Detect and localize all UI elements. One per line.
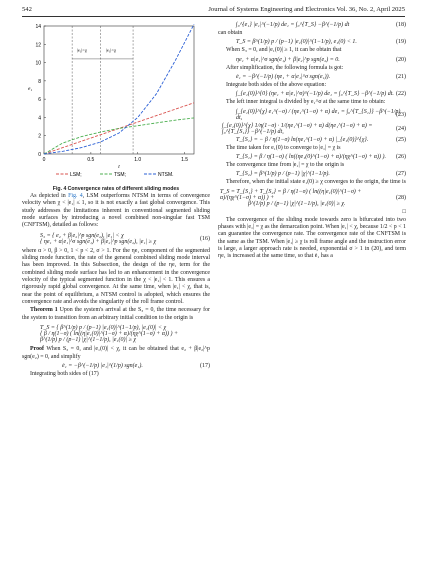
text-therefore: Therefore, when the initial state e₁(0) ≥ χ converges to the origin, the time is <box>226 179 406 186</box>
equation-25 <box>218 137 406 143</box>
eq25-number: (25) <box>396 136 406 143</box>
eq18-number: (18) <box>396 22 406 28</box>
series-ntsm <box>44 24 194 154</box>
y-tick-label: 10 <box>35 60 41 67</box>
paragraph-1 <box>22 193 210 230</box>
qed-row <box>218 209 406 217</box>
eq16-number: (16) <box>200 235 210 242</box>
convergence-chart <box>22 20 210 180</box>
eq26-body: T_{S₁} = β / η(1−σ) ( ln((ηe₁(0)^(1−σ) + α)/(ηχ^(1−σ) + α)) ). <box>236 154 387 161</box>
ts-line1: T_S = { β^(1/p) p / (p−1) |e₁(0)|^(1−1/p), |e₁(0)| < χ <box>40 325 167 332</box>
eq24-number: (24) <box>396 125 406 132</box>
page-number: 542 <box>22 6 32 13</box>
equation-16 <box>22 233 210 245</box>
y-axis-label: e₁ <box>28 86 33 92</box>
eq18-body: ∫₀^{e₁} |e₁|^(−1/p) de₁ = ∫₀^{T_S} −β^(−1/p) dt <box>236 22 350 28</box>
eq16-line2: { ηe₁ + α|e₁|^σ sgn(e₁) + β|e₂|^p sgn(e₂), |e₁| ≥ χ <box>40 238 157 245</box>
y-tick-label: 4 <box>38 115 41 122</box>
y-tick-label: 0 <box>38 152 41 158</box>
theorem-label: Theorem 1 <box>30 307 58 314</box>
y-tick-label: 14 <box>35 24 41 30</box>
y-tick-label: 6 <box>38 97 41 104</box>
equation-24 <box>218 123 406 135</box>
text-left-inner: The left inner integral is divided by e₁^σ at the same time to obtain: <box>226 99 386 106</box>
theorem-text: Upon the system's arrival at the S₃ = 0, the time necessary for the system to transition from an arbitrary initial condition to the origin is <box>22 307 210 321</box>
right-column <box>218 20 406 261</box>
eq20-body: ηe₁ + α|e₁|^σ sgn(e₁) + β|e₂|^p sgn(e₂) = 0. <box>236 56 340 63</box>
equation-22 <box>218 91 406 97</box>
eq28-number: (28) <box>396 194 406 201</box>
text-integrate: Integrate both sides of the above equation: <box>226 82 327 89</box>
caption-label: Fig. 4 <box>52 186 67 192</box>
legend-label-1: TSM; <box>114 172 126 178</box>
left-column <box>22 20 210 378</box>
equation-ts <box>22 325 210 343</box>
x-tick-label: 1.0 <box>134 157 142 163</box>
annotation-left: |e₁|>χ <box>76 47 87 53</box>
eq27-number: (27) <box>396 171 406 178</box>
text-can-obtain: can obtain <box>218 30 243 36</box>
eq27-body: T_{S₂} = β^(1/p) p / (p−1) |χ|^(1−1/p). <box>236 171 330 178</box>
equation-18 <box>218 22 406 28</box>
eq28-line1: T_S = T_{S₁} + T_{S₂} = β / η(1−σ) ( ln((η|e₁(0)|^(1−σ) + α)/(ηχ^(1−σ) + α)) ) + <box>220 188 362 201</box>
eq22-body: ∫_{e₁(0)}^{0} (ηe₁ + α|e₁|^σ)^(−1/p) de₁ = ∫₀^{T_S} −β^(−1/p) dt. <box>236 91 394 98</box>
ts-line3: β^(1/p) p / (p−1) |χ|^(1−1/p), |e₁(0)| ≥ χ <box>40 337 137 344</box>
text-when-s3: When S₃ = 0, and |e₁(0)| ≥ 1, it can be obtain that <box>226 47 342 54</box>
ts-line2: { β / η(1−σ) ( ln((η|e₁(0)|^(1−σ) + α)/(ηχ^(1−σ) + α)) ) + <box>40 331 179 338</box>
figure-caption <box>22 186 210 192</box>
figure-4 <box>22 20 210 190</box>
eq21-body: ė₁ = −β^(−1/p) (ηe₁ + α|e₁|^σ sgn(e₁)). <box>236 74 331 81</box>
p1-text-a: As depicted in <box>30 193 69 199</box>
p1-text-b: , LSM outperforms NTSM in terms of convergence velocity when χ < |e₁| ≤ 1, so it is not exactly a fast global convergence. This study addresses the limitations inherent in conventional segmented sliding mode surfaces by introducing a novel combined non-singular fast TSM (CNFTSM), detailed as follows: <box>22 193 210 229</box>
theorem-1 <box>22 307 210 322</box>
plot-frame <box>44 26 194 154</box>
eq19-body: T_S = β^(1/p) p / (p−1) |e₁(0)|^(1−1/p), e₁(0) < 1. <box>236 39 357 46</box>
text-after-simplification: After simplification, the following formula is got: <box>226 64 344 71</box>
equation-27 <box>218 171 406 177</box>
eq23-body: ∫_{e₁(0)}^{χ} e₁^(−σ) / (ηe₁^(1−σ) + α) de₁ = ∫₀^{T_{S₁}} −β^(−1/p) dt, <box>236 108 401 121</box>
y-tick-label: 12 <box>35 42 41 49</box>
qed-symbol: □ <box>402 208 406 215</box>
eq21-number: (21) <box>396 74 406 81</box>
eq28-line2: β^(1/p) p / (p−1) |χ|^(1−1/p), |e₁(0)| ≥ χ. <box>248 200 346 207</box>
equation-20 <box>218 57 406 63</box>
x-axis-label: t <box>118 164 120 170</box>
equation-28 <box>218 189 406 207</box>
series-tsm <box>44 118 194 154</box>
journal-title: Journal of Systems Engineering and Electronics Vol. 36, No. 2, April 2025 <box>208 6 405 13</box>
text-convergence-time: The convergence time from |e₁| = χ to the origin is <box>226 162 345 169</box>
text-time-taken: The time taken for e₁(0) to converge to |e₁| = χ is <box>226 144 341 151</box>
eq24-body: ∫_{e₁(0)}^{χ} 1/η(1−σ) · 1/(ηe₁^(1−σ) + α) d(ηe₁^(1−σ) + α) = ∫₀^{T_{S₁}} −β^(−1/p) dt, <box>222 122 373 135</box>
paragraph-2: where α > 0, β > 0, 1 < p < 2, σ > 1. For the ηe₁ component of the segmented sliding mode function, the rate of the general combined sliding mode interval has been improved. In this Subsection, the design of the ηe₁ term for the combined sliding mode surface has led to an enhancement in the convergence velocity of the typical segmented function in the χ < |e₁| < 1. This ensures a rigorously rapid global convergence. At the same time, when |e₁| < χ, that is, near the point of equilibrium, a NTSM control is adopted, which ensures the convergence rate and avoids the singularity of the roll frame control. <box>22 247 210 306</box>
eq19-number: (19) <box>396 39 406 46</box>
equation-21 <box>218 74 406 80</box>
header-rule <box>22 16 405 17</box>
equation-23 <box>218 109 406 121</box>
eq26-number: (26) <box>396 154 406 161</box>
eq17-body: ė₁ = −β^(−1/p) |e₁|^(1/p) sgn(e₁). <box>62 362 143 369</box>
eq25-body: T_{S₁} = − β / η(1−σ) ln(ηe₁^(1−σ) + α) |_{e₁(0)}^{χ}. <box>236 136 369 143</box>
legend-label-2: NTSM. <box>158 172 174 178</box>
annotation-right: |e₁|<χ <box>105 47 116 53</box>
caption-text: Convergence rates of different sliding modes <box>67 186 180 192</box>
eq16-line1: S₃ = { e₂ + β|e₂|^p sgn(e₂), |e₁| < χ <box>40 232 124 239</box>
equation-17 <box>22 363 210 369</box>
legend-label-0: LSM; <box>70 172 82 178</box>
eq22-number: (22) <box>396 91 406 98</box>
x-tick-label: 0 <box>42 157 46 163</box>
proof-text: When S₃ = 0, and |e₁(0)| < χ, it can be obtained that e₂ + β|e₂|^p sgn(e₂) = 0, and simplify <box>22 346 210 360</box>
equation-26 <box>218 154 406 160</box>
proof <box>22 346 210 361</box>
y-tick-label: 2 <box>38 133 41 140</box>
fig4-link[interactable]: Fig. 4 <box>68 193 83 199</box>
x-tick-label: 0.5 <box>87 157 95 163</box>
proof-label: Proof <box>30 346 44 353</box>
paragraph-end: The convergence of the sliding mode towards zero is bifurcated into two phases with |e₁| = χ as the demarcation point. When |e₁| < χ, because 1/2 < p < 1 can guarantee the convergence rate. The convergence rate of the CNFTSM is the same as the TSM. When |e₁| ≥ χ is roll frame angle and the instruction error is large, a larger approach rate is needed, exponential σ > 1 in (20), and term ηe₁ is increased at the same time, so that ė₁ has a <box>218 216 406 260</box>
paragraph-3: Integrating both sides of (17) <box>30 370 99 377</box>
eq23-number: (23) <box>396 111 406 118</box>
eq17-number: (17) <box>200 362 210 369</box>
y-tick-label: 8 <box>38 78 41 85</box>
x-tick-label: 1.5 <box>181 157 189 163</box>
equation-19 <box>218 39 406 45</box>
eq20-number: (20) <box>396 56 406 63</box>
running-header <box>0 6 427 20</box>
